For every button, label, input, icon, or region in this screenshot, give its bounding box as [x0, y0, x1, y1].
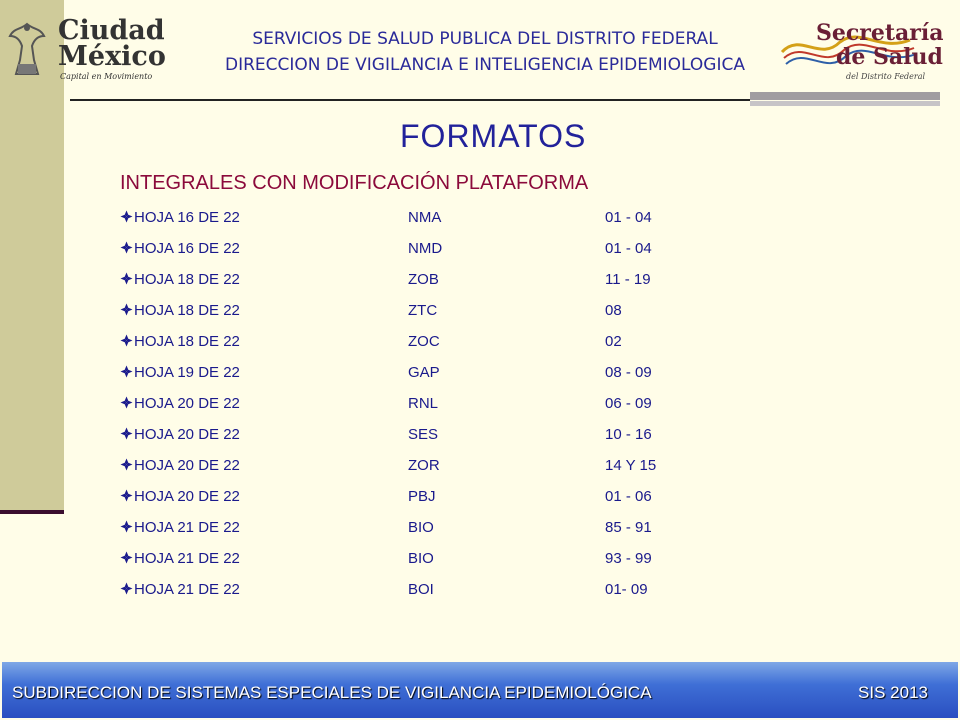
row-range: 01 - 04: [605, 240, 652, 257]
row-sheet: HOJA 21 DE 22: [134, 519, 240, 536]
diamond-bullet-icon: [120, 520, 133, 533]
left-bar-underline: [0, 510, 64, 514]
row-range: 10 - 16: [605, 426, 652, 443]
salud-logo-line1: Secretaría: [816, 20, 944, 46]
header-divider: [70, 99, 750, 101]
row-sheet: HOJA 18 DE 22: [134, 302, 240, 319]
salud-logo-tagline: del Distrito Federal: [846, 72, 926, 81]
row-range: 08 - 09: [605, 364, 652, 381]
row-range: 93 - 99: [605, 550, 652, 567]
page-title: FORMATOS: [400, 118, 587, 154]
row-sheet: HOJA 21 DE 22: [134, 581, 240, 598]
row-sheet: HOJA 16 DE 22: [134, 209, 240, 226]
cdmx-logo-line1: Ciudad: [58, 15, 165, 46]
footer-code: SIS 2013: [858, 683, 928, 702]
section-subtitle: INTEGRALES CON MODIFICACIÓN PLATAFORMA: [120, 172, 589, 194]
secretaria-salud-logo: [780, 14, 950, 94]
row-code: RNL: [408, 395, 439, 412]
diamond-bullet-icon: [120, 582, 133, 595]
row-code: GAP: [408, 364, 440, 381]
salud-logo-line2: de Salud: [836, 44, 943, 70]
row-range: 02: [605, 333, 622, 350]
row-code: ZOC: [408, 333, 440, 350]
row-range: 85 - 91: [605, 519, 652, 536]
row-range: 08: [605, 302, 622, 319]
diamond-bullet-icon: [120, 303, 133, 316]
row-sheet: HOJA 18 DE 22: [134, 271, 240, 288]
diamond-bullet-icon: [120, 334, 133, 347]
row-code: ZTC: [408, 302, 438, 319]
header-title: [180, 26, 790, 78]
cdmx-logo-tagline: Capital en Movimiento: [60, 72, 153, 81]
diamond-bullet-icon: [120, 396, 133, 409]
diamond-bullet-icon: [120, 427, 133, 440]
row-range: 01- 09: [605, 581, 648, 598]
row-code: BOI: [408, 581, 434, 598]
footer-text: SUBDIRECCION DE SISTEMAS ESPECIALES DE VIGILANCIA EPIDEMIOLÓGICA: [12, 683, 652, 702]
diamond-bullet-icon: [120, 551, 133, 564]
row-sheet: HOJA 18 DE 22: [134, 333, 240, 350]
row-sheet: HOJA 21 DE 22: [134, 550, 240, 567]
row-range: 14 Y 15: [605, 457, 657, 474]
diamond-bullet-icon: [120, 489, 133, 502]
row-sheet: HOJA 19 DE 22: [134, 364, 240, 381]
diamond-bullet-icon: [120, 458, 133, 471]
row-sheet: HOJA 16 DE 22: [134, 240, 240, 257]
row-range: 11 - 19: [605, 271, 651, 288]
row-sheet: HOJA 20 DE 22: [134, 395, 240, 412]
row-code: ZOR: [408, 457, 440, 474]
row-code: BIO: [408, 550, 434, 567]
header-line2: DIRECCION DE VIGILANCIA E INTELIGENCIA EPIDEMIOLOGICA: [225, 55, 745, 75]
row-code: ZOB: [408, 271, 439, 288]
cdmx-logo-line2: México: [58, 41, 166, 72]
cdmx-logo: [0, 8, 166, 88]
diamond-bullet-icon: [120, 210, 133, 223]
diamond-bullet-icon: [120, 272, 133, 285]
row-range: 06 - 09: [605, 395, 652, 412]
header-divider-accent: [750, 92, 940, 108]
diamond-bullet-icon: [120, 365, 133, 378]
footer-bar: [2, 662, 958, 718]
row-code: SES: [408, 426, 439, 443]
row-code: BIO: [408, 519, 434, 536]
angel-emblem-icon: [6, 20, 48, 78]
row-code: NMA: [408, 209, 442, 226]
row-sheet: HOJA 20 DE 22: [134, 457, 240, 474]
row-code: PBJ: [408, 488, 436, 505]
row-sheet: HOJA 20 DE 22: [134, 426, 240, 443]
header-line1: SERVICIOS DE SALUD PUBLICA DEL DISTRITO FEDERAL: [252, 29, 718, 49]
row-code: NMD: [408, 240, 443, 257]
diamond-bullet-icon: [120, 241, 133, 254]
row-range: 01 - 06: [605, 488, 652, 505]
row-sheet: HOJA 20 DE 22: [134, 488, 240, 505]
row-range: 01 - 04: [605, 209, 652, 226]
